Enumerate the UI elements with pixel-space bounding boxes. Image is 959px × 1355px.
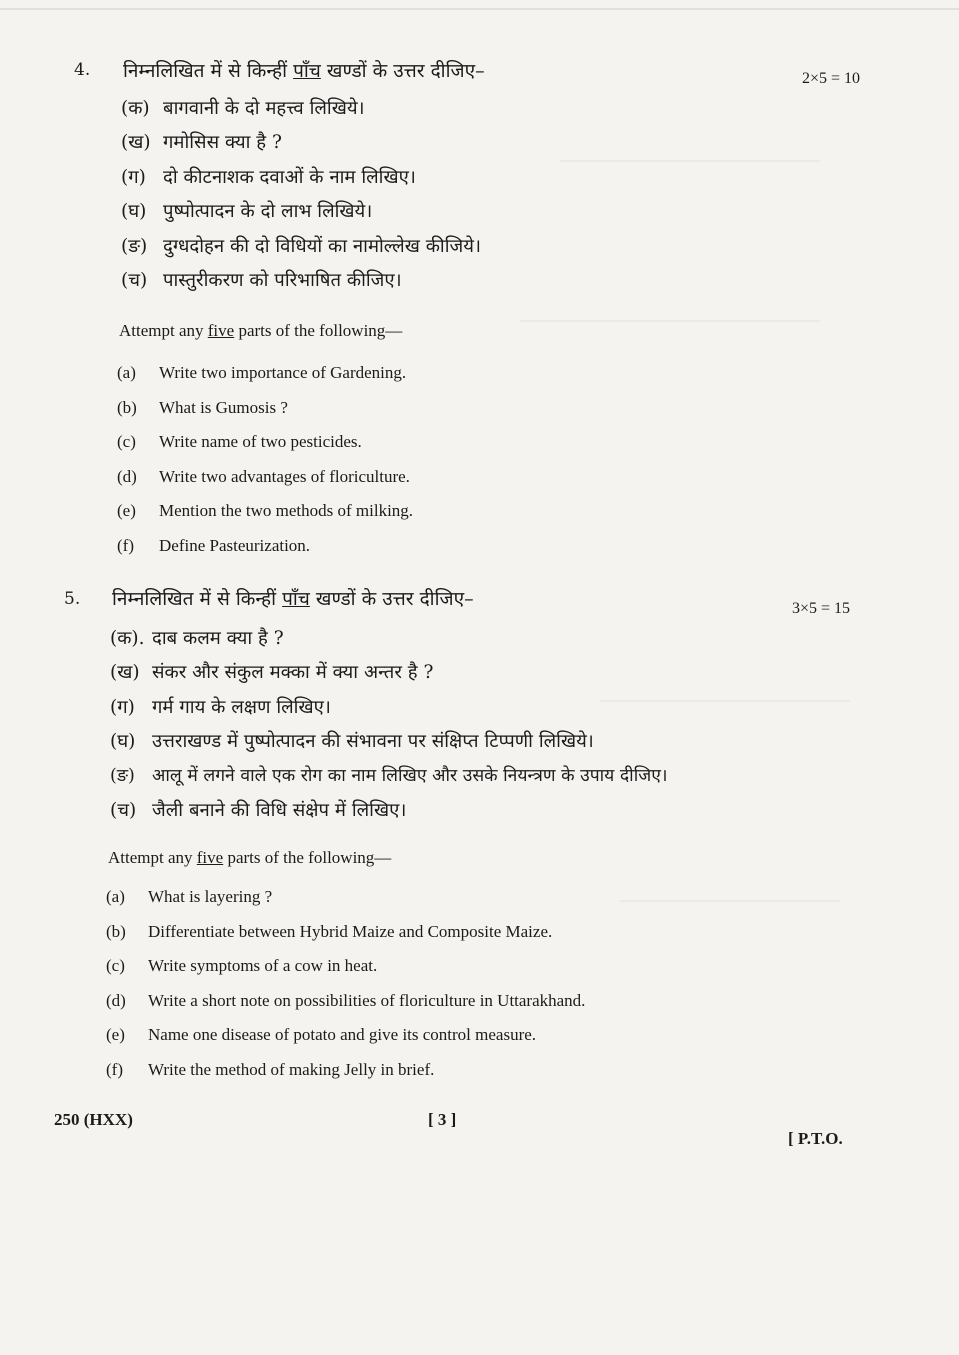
part-label: (क) <box>121 97 150 119</box>
english-parts-list <box>106 880 585 1087</box>
instruction-text: निम्नलिखित में से किन्हीं <box>112 588 283 610</box>
part-label: (c) <box>117 432 136 452</box>
part-label: (e) <box>106 1025 125 1045</box>
instruction-emphasis: पाँच <box>293 60 321 82</box>
part-text: दो कीटनाशक दवाओं के नाम लिखिए। <box>163 166 416 188</box>
part-text: Write a short note on possibilities of floriculture in Uttarakhand. <box>148 990 586 1010</box>
part-text: Write the method of making Jelly in brief. <box>148 1059 435 1079</box>
list-item <box>121 159 481 194</box>
instruction-text: खण्डों के उत्तर दीजिए– <box>309 588 474 610</box>
part-label: (a) <box>117 363 136 383</box>
list-item <box>121 90 481 125</box>
part-text: Differentiate between Hybrid Maize and Composite Maize. <box>148 921 553 941</box>
question-number: 4. <box>74 60 91 80</box>
part-label: (घ) <box>121 201 147 223</box>
list-item <box>110 655 668 690</box>
part-label: (e) <box>117 501 136 521</box>
list-item <box>106 1053 585 1088</box>
part-label: (a) <box>106 887 125 907</box>
part-text: Write two importance of Gardening. <box>159 363 407 383</box>
part-label: (ङ) <box>121 235 148 257</box>
hindi-instruction <box>112 585 474 611</box>
list-item <box>117 425 413 460</box>
part-label: (ग) <box>121 166 146 188</box>
instruction-text: Attempt any <box>119 321 208 340</box>
list-item <box>110 793 668 828</box>
part-text: गमोसिस क्या है ? <box>163 132 282 154</box>
instruction-text: Attempt any <box>108 848 197 867</box>
page-number: [ 3 ] <box>428 1110 457 1129</box>
part-label: (ख) <box>110 662 140 684</box>
part-text: Name one disease of potato and give its control measure. <box>148 1025 537 1045</box>
part-label: (b) <box>117 397 137 417</box>
part-text: Write two advantages of floriculture. <box>159 466 410 486</box>
part-text: संकर और संकुल मक्का में क्या अन्तर है ? <box>152 662 434 684</box>
pto-note: [ P.T.O. <box>788 1129 843 1148</box>
part-text: पुष्पोत्पादन के दो लाभ लिखिये। <box>163 201 373 223</box>
part-label: (f) <box>106 1059 123 1079</box>
list-item <box>110 758 668 793</box>
hindi-parts-list <box>121 90 481 297</box>
list-item <box>121 194 481 229</box>
part-text: दुग्धदोहन की दो विधियों का नामोल्लेख कीजिये। <box>163 235 481 257</box>
instruction-text: निम्नलिखित में से किन्हीं <box>123 60 294 82</box>
part-text: What is layering ? <box>148 887 273 907</box>
english-instruction <box>119 321 402 341</box>
part-text: Write symptoms of a cow in heat. <box>148 956 378 976</box>
list-item <box>110 724 668 759</box>
list-item <box>110 689 668 724</box>
list-item <box>106 880 585 915</box>
part-label: (ख) <box>121 132 151 154</box>
instruction-emphasis: पाँच <box>282 588 310 610</box>
part-label: (d) <box>106 990 126 1010</box>
list-item <box>106 949 585 984</box>
list-item <box>121 263 481 298</box>
instruction-emphasis: five <box>196 848 224 867</box>
part-label: (b) <box>106 921 126 941</box>
instruction-text: खण्डों के उत्तर दीजिए– <box>320 60 485 82</box>
question-number: 5. <box>64 589 81 609</box>
list-item <box>106 984 585 1019</box>
list-item <box>117 529 413 564</box>
english-instruction <box>108 848 391 868</box>
part-text: दाब कलम क्या है ? <box>152 627 284 649</box>
part-label: (ग) <box>110 696 135 718</box>
instruction-emphasis: five <box>207 321 235 340</box>
hindi-instruction <box>123 57 485 83</box>
part-text: Define Pasteurization. <box>159 535 311 555</box>
show-through-line <box>620 900 840 902</box>
hindi-parts-list <box>110 620 668 827</box>
part-label: (f) <box>117 535 134 555</box>
part-label: (ङ) <box>110 766 135 787</box>
list-item <box>121 228 481 263</box>
list-item <box>106 915 585 950</box>
part-text: बागवानी के दो महत्त्व लिखिये। <box>163 97 365 119</box>
marks-allocation: 3×5 = 15 <box>792 600 851 617</box>
part-text: Mention the two methods of milking. <box>159 501 414 521</box>
list-item <box>117 356 413 391</box>
part-label: (च) <box>110 800 137 822</box>
part-text: आलू में लगने वाले एक रोग का नाम लिखिए और उसके नियन्त्रण के उपाय दीजिए। <box>152 766 668 787</box>
part-text: What is Gumosis ? <box>159 397 288 417</box>
part-label: (c) <box>106 956 125 976</box>
list-item <box>121 125 481 160</box>
marks-allocation: 2×5 = 10 <box>802 70 861 87</box>
part-label: (च) <box>121 270 148 292</box>
list-item <box>110 620 668 655</box>
part-text: पास्तुरीकरण को परिभाषित कीजिए। <box>163 270 402 292</box>
part-text: जैली बनाने की विधि संक्षेप में लिखिए। <box>152 800 407 822</box>
part-text: गर्म गाय के लक्षण लिखिए। <box>152 696 331 718</box>
show-through-line <box>520 320 820 322</box>
part-text: उत्तराखण्ड में पुष्पोत्पादन की संभावना पर संक्षिप्त टिप्पणी लिखिये। <box>152 731 594 753</box>
instruction-text: parts of the following— <box>234 321 403 340</box>
part-text: Write name of two pesticides. <box>159 432 362 452</box>
part-label: (क). <box>110 627 145 649</box>
english-parts-list <box>117 356 413 563</box>
paper-code: 250 (HXX) <box>54 1110 133 1129</box>
instruction-text: parts of the following— <box>223 848 392 867</box>
show-through-line <box>560 160 820 162</box>
list-item <box>106 1018 585 1053</box>
list-item <box>117 494 413 529</box>
part-label: (d) <box>117 466 137 486</box>
list-item <box>117 391 413 426</box>
list-item <box>117 460 413 495</box>
part-label: (घ) <box>110 731 136 753</box>
page-top-edge <box>0 8 959 10</box>
